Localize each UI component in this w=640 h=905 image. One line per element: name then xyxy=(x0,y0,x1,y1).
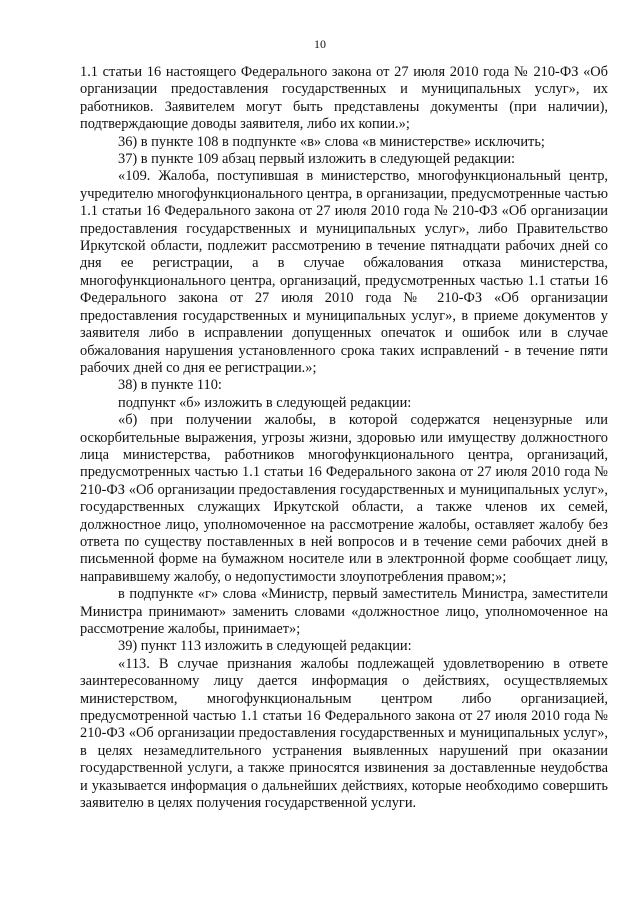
paragraph-item-39: 39) пункт 113 изложить в следующей редакции: xyxy=(118,638,412,655)
paragraph-item-38: 38) в пункте 110: xyxy=(118,377,222,394)
document-body xyxy=(80,64,608,812)
paragraph-continuation: 1.1 статьи 16 настоящего Федерального закона от 27 июля 2010 года № 210-ФЗ «Об организации предоставления государственных и муниципальных услуг», их работников. Заявителем могут быть представлены документы (при наличии), подтверждающие доводы заявителя, либо их копии.»; xyxy=(80,64,608,133)
paragraph-clause-113: «113. В случае признания жалобы подлежащей удовлетворению в ответе заинтересованному лицу дается информация о действиях, осуществляемых министерством, многофункциональным центром либо организацией, предусмотренной частью 1.1 статьи 16 Федерального закона от 27 июля 2010 года № 210-ФЗ «Об организации предоставления государственных и муниципальных услуг», в целях незамедлительного устранения выявленных нарушений при оказании государственной услуги, а также приносятся извинения за доставленные неудобства и указывается информация о дальнейших действиях, которые необходимо совершить заявителю в целях получения государственной услуги. xyxy=(80,655,608,812)
page-number: 10 xyxy=(314,37,326,51)
paragraph-item-37: 37) в пункте 109 абзац первый изложить в следующей редакции: xyxy=(118,151,516,168)
paragraph-item-36: 36) в пункте 108 в подпункте «в» слова «в министерстве» исключить; xyxy=(118,133,545,150)
paragraph-clause-109: «109. Жалоба, поступившая в министерство, многофункциональный центр, учредителю многофункционального центра, в организации, предусмотренные частью 1.1 статьи 16 Федерального закона от 27 июля 2010 года № 210-ФЗ «Об организации предоставления государственных и муниципальных услуг», либо Правительство Иркутской области, подлежит рассмотрению в течение пятнадцати рабочих дней со дня ее регистрации, а в случае обжалования отказа министерства, многофункционального центра, организаций, предусмотренных частью 1.1 статьи 16 Федерального закона от 27 июля 2010 года № 210-ФЗ «Об организации предоставления государственных и муниципальных услуг», в приеме документов у заявителя либо в исправлении допущенных опечаток и ошибок или в случае обжалования нарушения установленного срока таких исправлений - в течение пяти рабочих дней со дня ее регистрации.»; xyxy=(80,168,608,376)
paragraph-subitem-b: «б) при получении жалобы, в которой содержатся нецензурные или оскорбительные выражения, угрозы жизни, здоровью или имуществу должностного лица министерства, работников многофункционального центра, организаций, предусмотренных частью 1.1 статьи 16 Федерального закона от 27 июля 2010 года № 210-ФЗ «Об организации предоставления государственных и муниципальных услуг», государственных служащих Иркутской области, а также членов их семей, должностное лицо, уполномоченное на рассмотрение жалобы, оставляет жалобу без ответа по существу поставленных в ней вопросов и в течение семи рабочих дней в письменной форме на бумажном носителе или в электронной форме сообщает лицу, направившему жалобу, о недопустимости злоупотребления правом;»; xyxy=(80,412,608,585)
paragraph-subitem-g: в подпункте «г» слова «Министр, первый заместитель Министра, заместители Министра принимают» заменить словами «должностное лицо, уполномоченное на рассмотрение жалобы, принимает»; xyxy=(80,586,608,637)
paragraph-subitem-b-intro: подпункт «б» изложить в следующей редакции: xyxy=(118,394,412,411)
